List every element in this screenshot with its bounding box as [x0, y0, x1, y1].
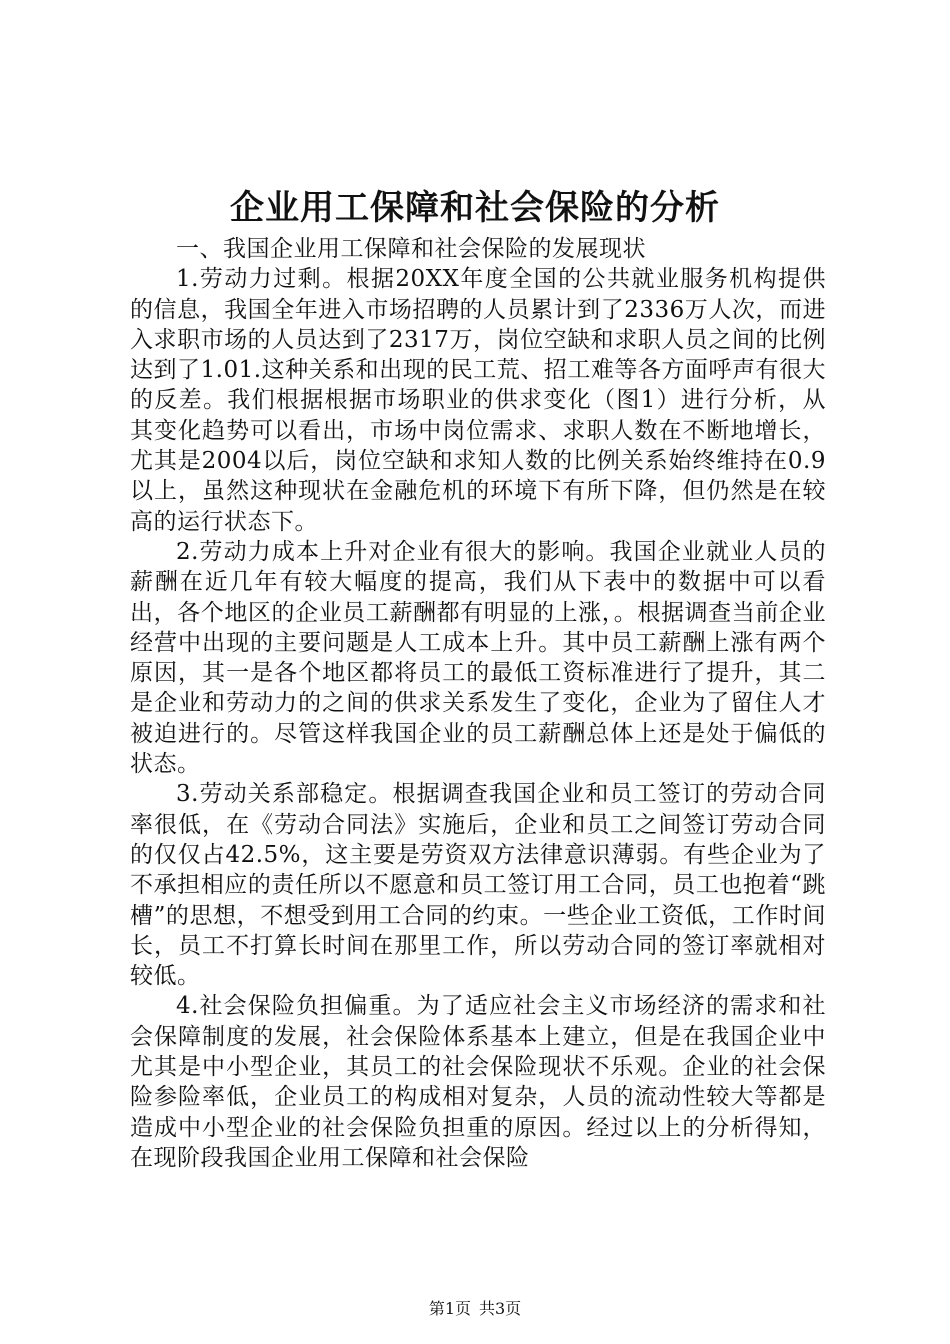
document-body [130, 234, 826, 1173]
section-heading: 一、我国企业用工保障和社会保险的发展现状 [176, 236, 646, 262]
page-number-current: 第1页 [428, 1299, 471, 1318]
paragraph-2: 2.劳动力成本上升对企业有很大的影响。我国企业就业人员的薪酬在近几年有较大幅度的提高，我们从下表中的数据中可以看出，各个地区的企业员工薪酬都有明显的上涨，。根据调查当前企业经营中出现的主要问题是人工成本上升。其中员工薪酬上涨有两个原因，其一是各个地区都将员工的最低工资标准进行了提升，其二是企业和劳动力的之间的供求关系发生了变化，企业为了留住人才被迫进行的。尽管这样我国企业的员工薪酬总体上还是处于偏低的状态。 [130, 538, 826, 778]
page-number-total: 共3页 [479, 1299, 522, 1318]
document-title: 企业用工保障和社会保险的分析 [230, 188, 720, 228]
paragraph-1: 1.劳动力过剩。根据20XX年度全国的公共就业服务机构提供的信息，我国全年进入市场招聘的人员累计到了2336万人次，而进入求职市场的人员达到了2317万，岗位空缺和求职人员之间的比例达到了1.01.这种关系和出现的民工荒、招工难等各方面呼声有很大的反差。我们根据根据市场职业的供求变化（图1）进行分析，从其变化趋势可以看出，市场中岗位需求、求职人数在不断地增长，尤其是2004以后，岗位空缺和求知人数的比例关系始终维持在0.9以上，虽然这种现状在金融危机的环境下有所下降，但仍然是在较高的运行状态下。 [130, 266, 826, 535]
page-footer [0, 1299, 950, 1319]
paragraph-3: 3.劳动关系部稳定。根据调查我国企业和员工签订的劳动合同率很低，在《劳动合同法》实施后，企业和员工之间签订劳动合同的仅仅占42.5%，这主要是劳资双方法律意识薄弱。有些企业为了不承担相应的责任所以不愿意和员工签订用工合同，员工也抱着“跳槽”的思想，不想受到用工合同的约束。一些企业工资低，工作时间长，员工不打算长时间在那里工作，所以劳动合同的签订率就相对较低。 [130, 781, 826, 990]
paragraph-4: 4.社会保险负担偏重。为了适应社会主义市场经济的需求和社会保障制度的发展，社会保险体系基本上建立，但是在我国企业中尤其是中小型企业，其员工的社会保险现状不乐观。企业的社会保险参险率低，企业员工的构成相对复杂，人员的流动性较大等都是造成中小型企业的社会保险负担重的原因。经过以上的分析得知，在现阶段我国企业用工保障和社会保险 [130, 993, 826, 1171]
